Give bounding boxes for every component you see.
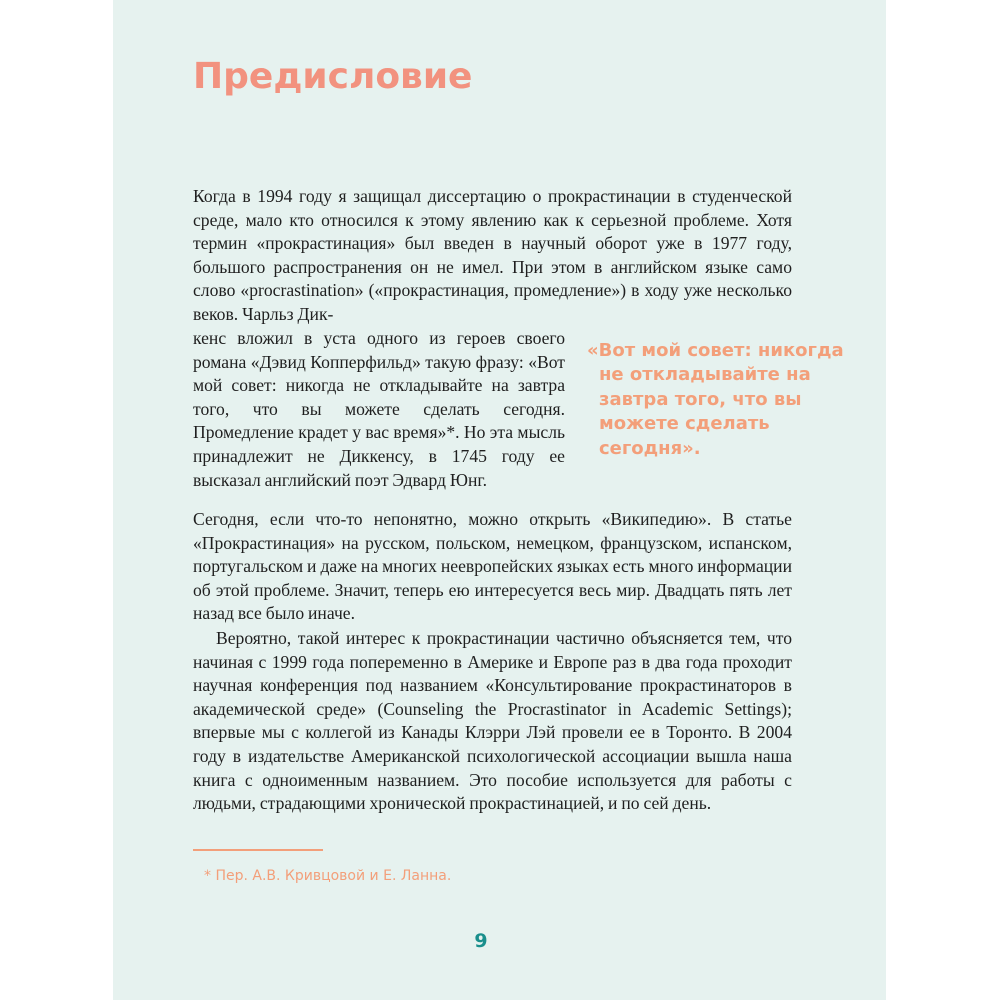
book-page [113,0,886,1000]
page-number: 9 [474,930,488,952]
paragraph-wikipedia: Сегодня, если что-то непонятно, можно открыть «Википедию». В статье «Прокрастинация» на русском, польском, немецком, французском, испанском, португальском и даже на многих неевропейских языках есть много информации об этой проблеме. Значит, теперь ею интересуется весь мир. Двадцать пять лет назад все было иначе. [193,509,792,624]
footnote: * Пер. А.В. Кривцовой и Е. Ланна. [204,868,452,884]
paragraph-conference: Вероятно, такой интерес к прокрастинации частично объясняется тем, что начиная с 1999 года попеременно в Америке и Европе раз в два года проходит научная конференция под названием «Консультирование прокрастинаторов в академической среде» (Counseling the Procrastinator in Academic Settings); впервые мы с коллегой из Канады Клэрри Лэй провели ее в Торонто. В 2004 году в издательстве Американской психологической ассоциации вышла наша книга с одноименным названием. Это пособие используется для работы с людьми, страдающими хронической прокрастинацией, и по сей день. [193,628,792,814]
paragraph-dickens: кенс вложил в уста одного из героев своего романа «Дэвид Копперфильд» такую фразу: «Вот мой совет: никогда не откладывайте на завтра того, что вы можете сделать сегодня. Промедление крадет у вас время»*. Но эта мысль принадлежит не Диккенсу, в 1745 году ее высказал английский поэт Эдвард Юнг. [193,328,565,490]
footnote-divider [193,849,323,851]
chapter-title: Предисловие [193,56,473,97]
pull-quote: «Вот мой совет: никогда не откладывайте на завтра того, что вы можете сделать сегодня». [587,340,844,459]
paragraph-intro: Когда в 1994 году я защищал диссертацию о прокрастинации в студенческой среде, мало кто относился к этому явлению как к серьезной проблеме. Хотя термин «прокрастинация» был введен в научный оборот уже в 1977 году, большого распространения он не имел. При этом в английском языке само слово «procrastination» («прокрастинация, промедление») в ходу уже несколько веков. Чарльз Дик- [193,186,792,324]
